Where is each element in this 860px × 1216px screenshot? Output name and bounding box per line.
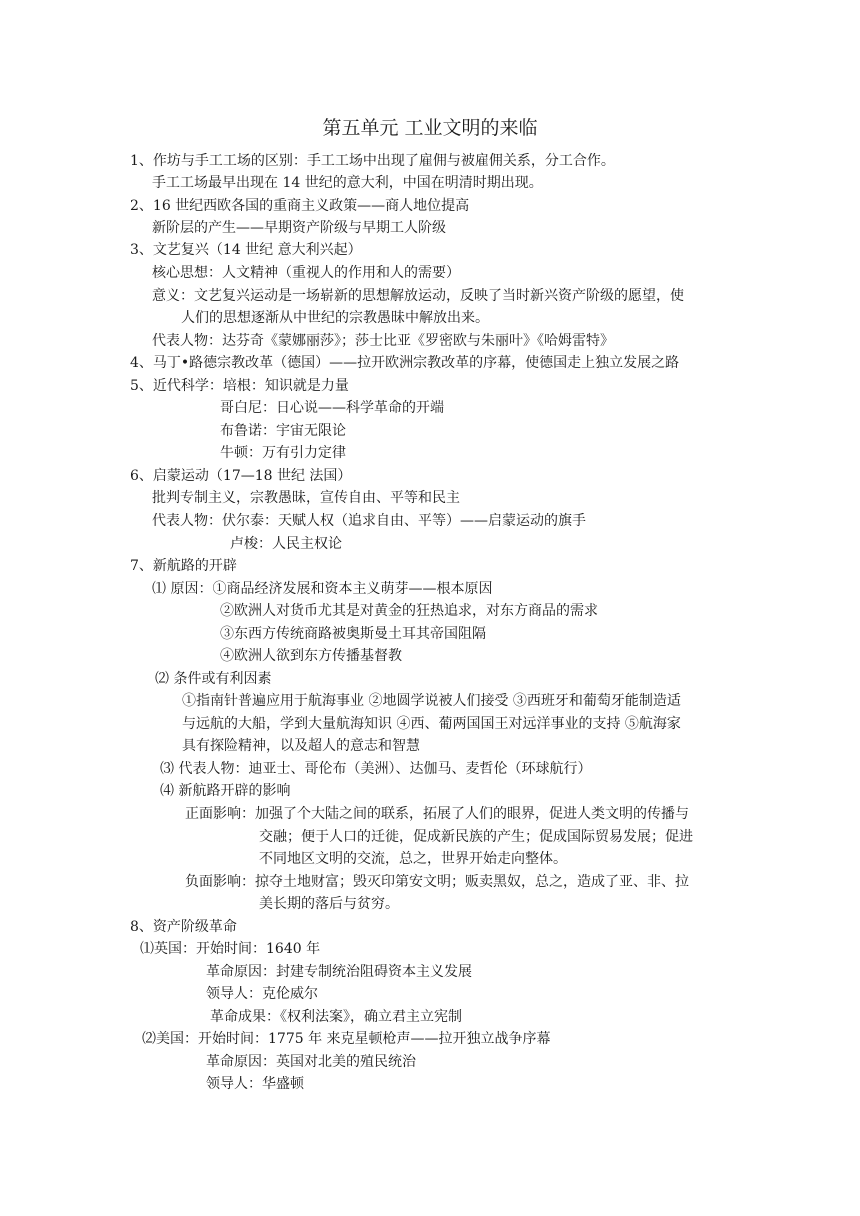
text-line: 核心思想：人文精神（重视人的作用和人的需要） [152,265,460,281]
text-line: 3、文艺复兴（14 世纪 意大利兴起） [130,242,362,258]
text-line: 意义：文艺复兴运动是一场崭新的思想解放运动，反映了当时新兴资产阶级的愿望，使 [152,288,684,304]
text-line: 5、近代科学：培根：知识就是力量 [130,378,349,394]
text-line: ⑷ 新航路开辟的影响 [160,783,291,799]
text-line: 领导人：华盛顿 [206,1076,304,1092]
text-line: 1、作坊与手工工场的区别：手工工场中出现了雇佣与被雇佣关系，分工合作。 [130,153,615,169]
text-line: 4、马丁•路德宗教改革（德国）——拉开欧洲宗教改革的序幕，使德国走上独立发展之路 [130,355,680,371]
text-line: ⑴ 原因：①商品经济发展和资本主义萌芽——根本原因 [152,581,493,597]
text-line: 哥白尼：日心说——科学革命的开端 [220,400,444,416]
text-line: 手工工场最早出现在 14 世纪的意大利，中国在明清时期出现。 [152,175,543,191]
text-line: 交融；便于人口的迁徙，促成新民族的产生；促成国际贸易发展；促进 [259,829,693,845]
text-line: ②欧洲人对货币尤其是对黄金的狂热追求，对东方商品的需求 [220,603,598,619]
text-line: 正面影响：加强了个大陆之间的联系，拓展了人们的眼界，促进人类文明的传播与 [185,806,689,822]
text-line: 领导人：克伦威尔 [206,986,318,1002]
text-line: 美长期的落后与贫穷。 [259,896,399,912]
text-line: 与远航的大船，学到大量航海知识 ④西、葡两国国王对远洋事业的支持 ⑤航海家 [182,716,681,732]
text-line: ④欧洲人欲到东方传播基督教 [220,648,402,664]
text-line: ⑴英国：开始时间：1640 年 [140,941,321,957]
text-line: 不同地区文明的交流，总之，世界开始走向整体。 [259,851,567,867]
text-line: 卢梭：人民主权论 [230,536,342,552]
page-title: 第五单元 工业文明的来临 [322,117,538,139]
text-line: 代表人物：伏尔泰：天赋人权（追求自由、平等）——启蒙运动的旗手 [152,513,586,529]
text-line: 6、启蒙运动（17—18 世纪 法国） [130,468,352,484]
text-line: ⑵美国：开始时间：1775 年 来克星顿枪声——拉开独立战争序幕 [142,1031,551,1047]
text-line: 人们的思想逐渐从中世纪的宗教愚昧中解放出来。 [181,310,489,326]
text-line: ⑶ 代表人物：迪亚士、哥伦布（美洲）、达伽马、麦哲伦（环球航行） [160,761,592,777]
text-line: 具有探险精神，以及超人的意志和智慧 [182,738,420,754]
text-line: ①指南针普遍应用于航海事业 ②地圆学说被人们接受 ③西班牙和葡萄牙能制造适 [182,693,681,709]
text-line: 批判专制主义，宗教愚昧，宣传自由、平等和民主 [152,490,460,506]
text-line: ③东西方传统商路被奥斯曼土耳其帝国阻隔 [220,626,486,642]
text-line: 革命原因：英国对北美的殖民统治 [206,1054,416,1070]
text-line: 7、新航路的开辟 [130,558,237,574]
text-line: 负面影响：掠夺土地财富；毁灭印第安文明；贩卖黑奴，总之，造成了亚、非、拉 [185,874,689,890]
text-line: 革命原因：封建专制统治阻碍资本主义发展 [206,964,472,980]
text-line: 2、16 世纪西欧各国的重商主义政策——商人地位提高 [130,198,470,214]
text-line: 新阶层的产生——早期资产阶级与早期工人阶级 [152,220,446,236]
text-line: 代表人物：达芬奇《蒙娜丽莎》；莎士比亚《罗密欧与朱丽叶》《哈姆雷特》 [152,333,614,349]
text-line: 布鲁诺：宇宙无限论 [220,423,346,439]
text-line: 牛顿：万有引力定律 [220,445,346,461]
text-line: 革命成果：《权利法案》，确立君主立宪制 [210,1009,462,1025]
text-line: ⑵ 条件或有利因素 [155,671,272,687]
text-line: 8、资产阶级革命 [130,919,237,935]
